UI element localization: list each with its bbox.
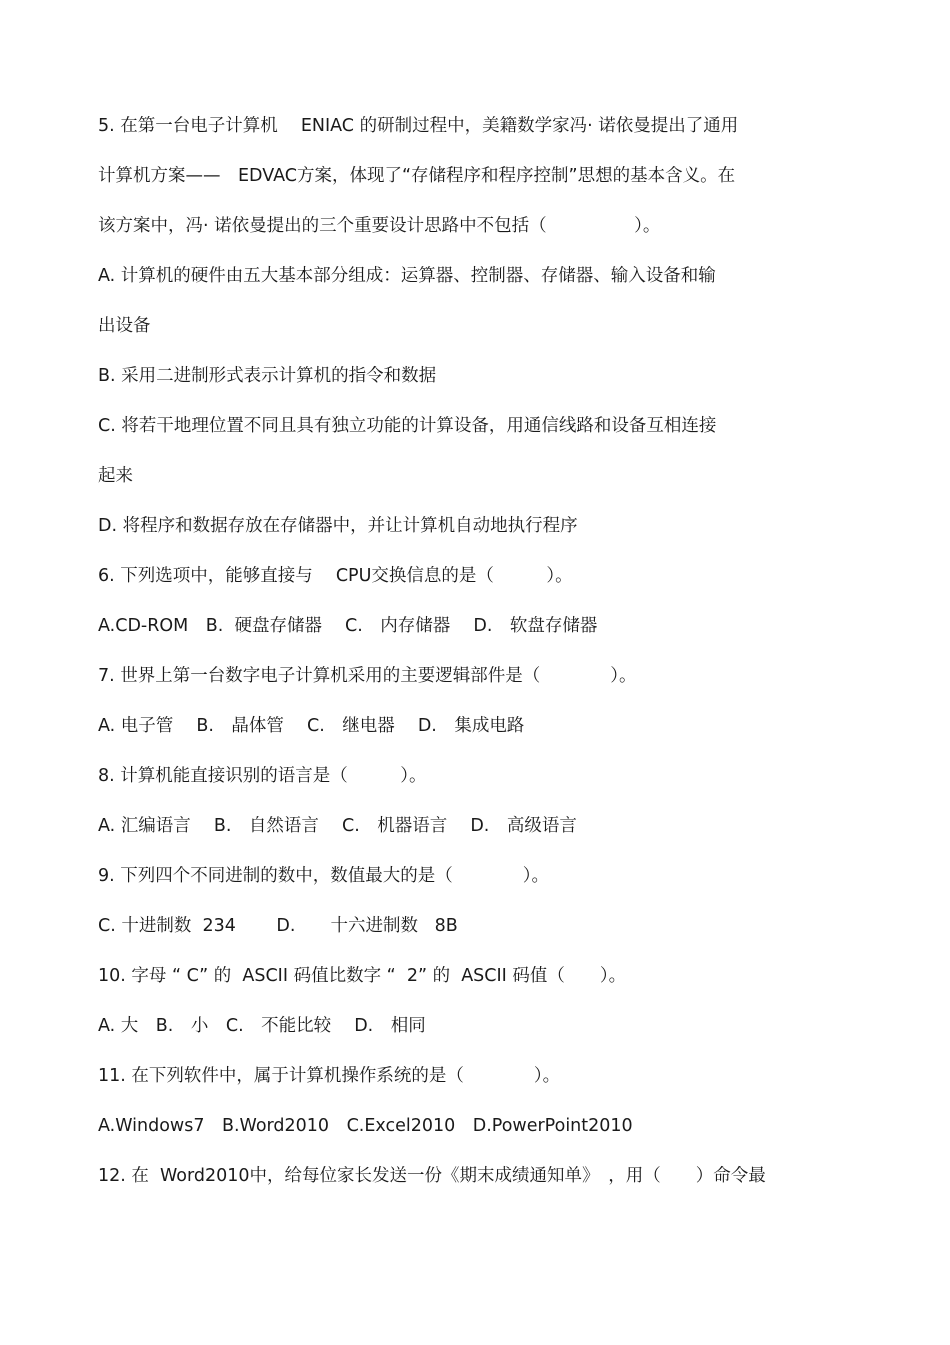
q5-stem-line-2: 计算机方案—— EDVAC方案，体现了“存储程序和程序控制”思想的基本含义。在 bbox=[98, 166, 736, 186]
q9-stem: 9. 下列四个不同进制的数中，数值最大的是（ ）。 bbox=[98, 866, 550, 886]
q6-stem: 6. 下列选项中，能够直接与 CPU交换信息的是（ ）。 bbox=[98, 566, 573, 586]
q5-option-d: D. 将程序和数据存放在存储器中，并让计算机自动地执行程序 bbox=[98, 516, 578, 536]
q7-options: A. 电子管 B. 晶体管 C. 继电器 D. 集成电路 bbox=[98, 716, 525, 736]
q9-options: C. 十进制数 234 D. 十六进制数 8B bbox=[98, 916, 458, 936]
q10-options: A. 大 B. 小 C. 不能比较 D. 相同 bbox=[98, 1016, 426, 1036]
q5-option-b: B. 采用二进制形式表示计算机的指令和数据 bbox=[98, 366, 437, 386]
q11-stem: 11. 在下列软件中，属于计算机操作系统的是（ ）。 bbox=[98, 1066, 561, 1086]
q5-stem-line-3: 该方案中，冯· 诺依曼提出的三个重要设计思路中不包括（ ）。 bbox=[98, 216, 661, 236]
q8-options: A. 汇编语言 B. 自然语言 C. 机器语言 D. 高级语言 bbox=[98, 816, 577, 836]
document-body bbox=[98, 110, 858, 1210]
q6-options: A.CD-ROM B. 硬盘存储器 C. 内存储器 D. 软盘存储器 bbox=[98, 616, 598, 636]
q8-stem: 8. 计算机能直接识别的语言是（ ）。 bbox=[98, 766, 427, 786]
q11-options: A.Windows7 B.Word2010 C.Excel2010 D.PowerPoint2010 bbox=[98, 1116, 633, 1136]
q5-stem-line-1: 5. 在第一台电子计算机 ENIAC 的研制过程中，美籍数学家冯· 诺依曼提出了通用 bbox=[98, 116, 739, 136]
q12-stem-line-1: 12. 在 Word2010中，给每位家长发送一份《期末成绩通知单》 ，用（ ）命令最 bbox=[98, 1166, 766, 1186]
q5-option-c-line-2: 起来 bbox=[98, 466, 133, 486]
q7-stem: 7. 世界上第一台数字电子计算机采用的主要逻辑部件是（ ）。 bbox=[98, 666, 637, 686]
q10-stem: 10. 字母 “ C” 的 ASCII 码值比数字 “ 2” 的 ASCII 码值（ ）。 bbox=[98, 966, 627, 986]
q5-option-a-line-2: 出设备 bbox=[98, 316, 151, 336]
q5-option-c-line-1: C. 将若干地理位置不同且具有独立功能的计算设备，用通信线路和设备互相连接 bbox=[98, 416, 717, 436]
q5-option-a-line-1: A. 计算机的硬件由五大基本部分组成：运算器、控制器、存储器、输入设备和输 bbox=[98, 266, 716, 286]
